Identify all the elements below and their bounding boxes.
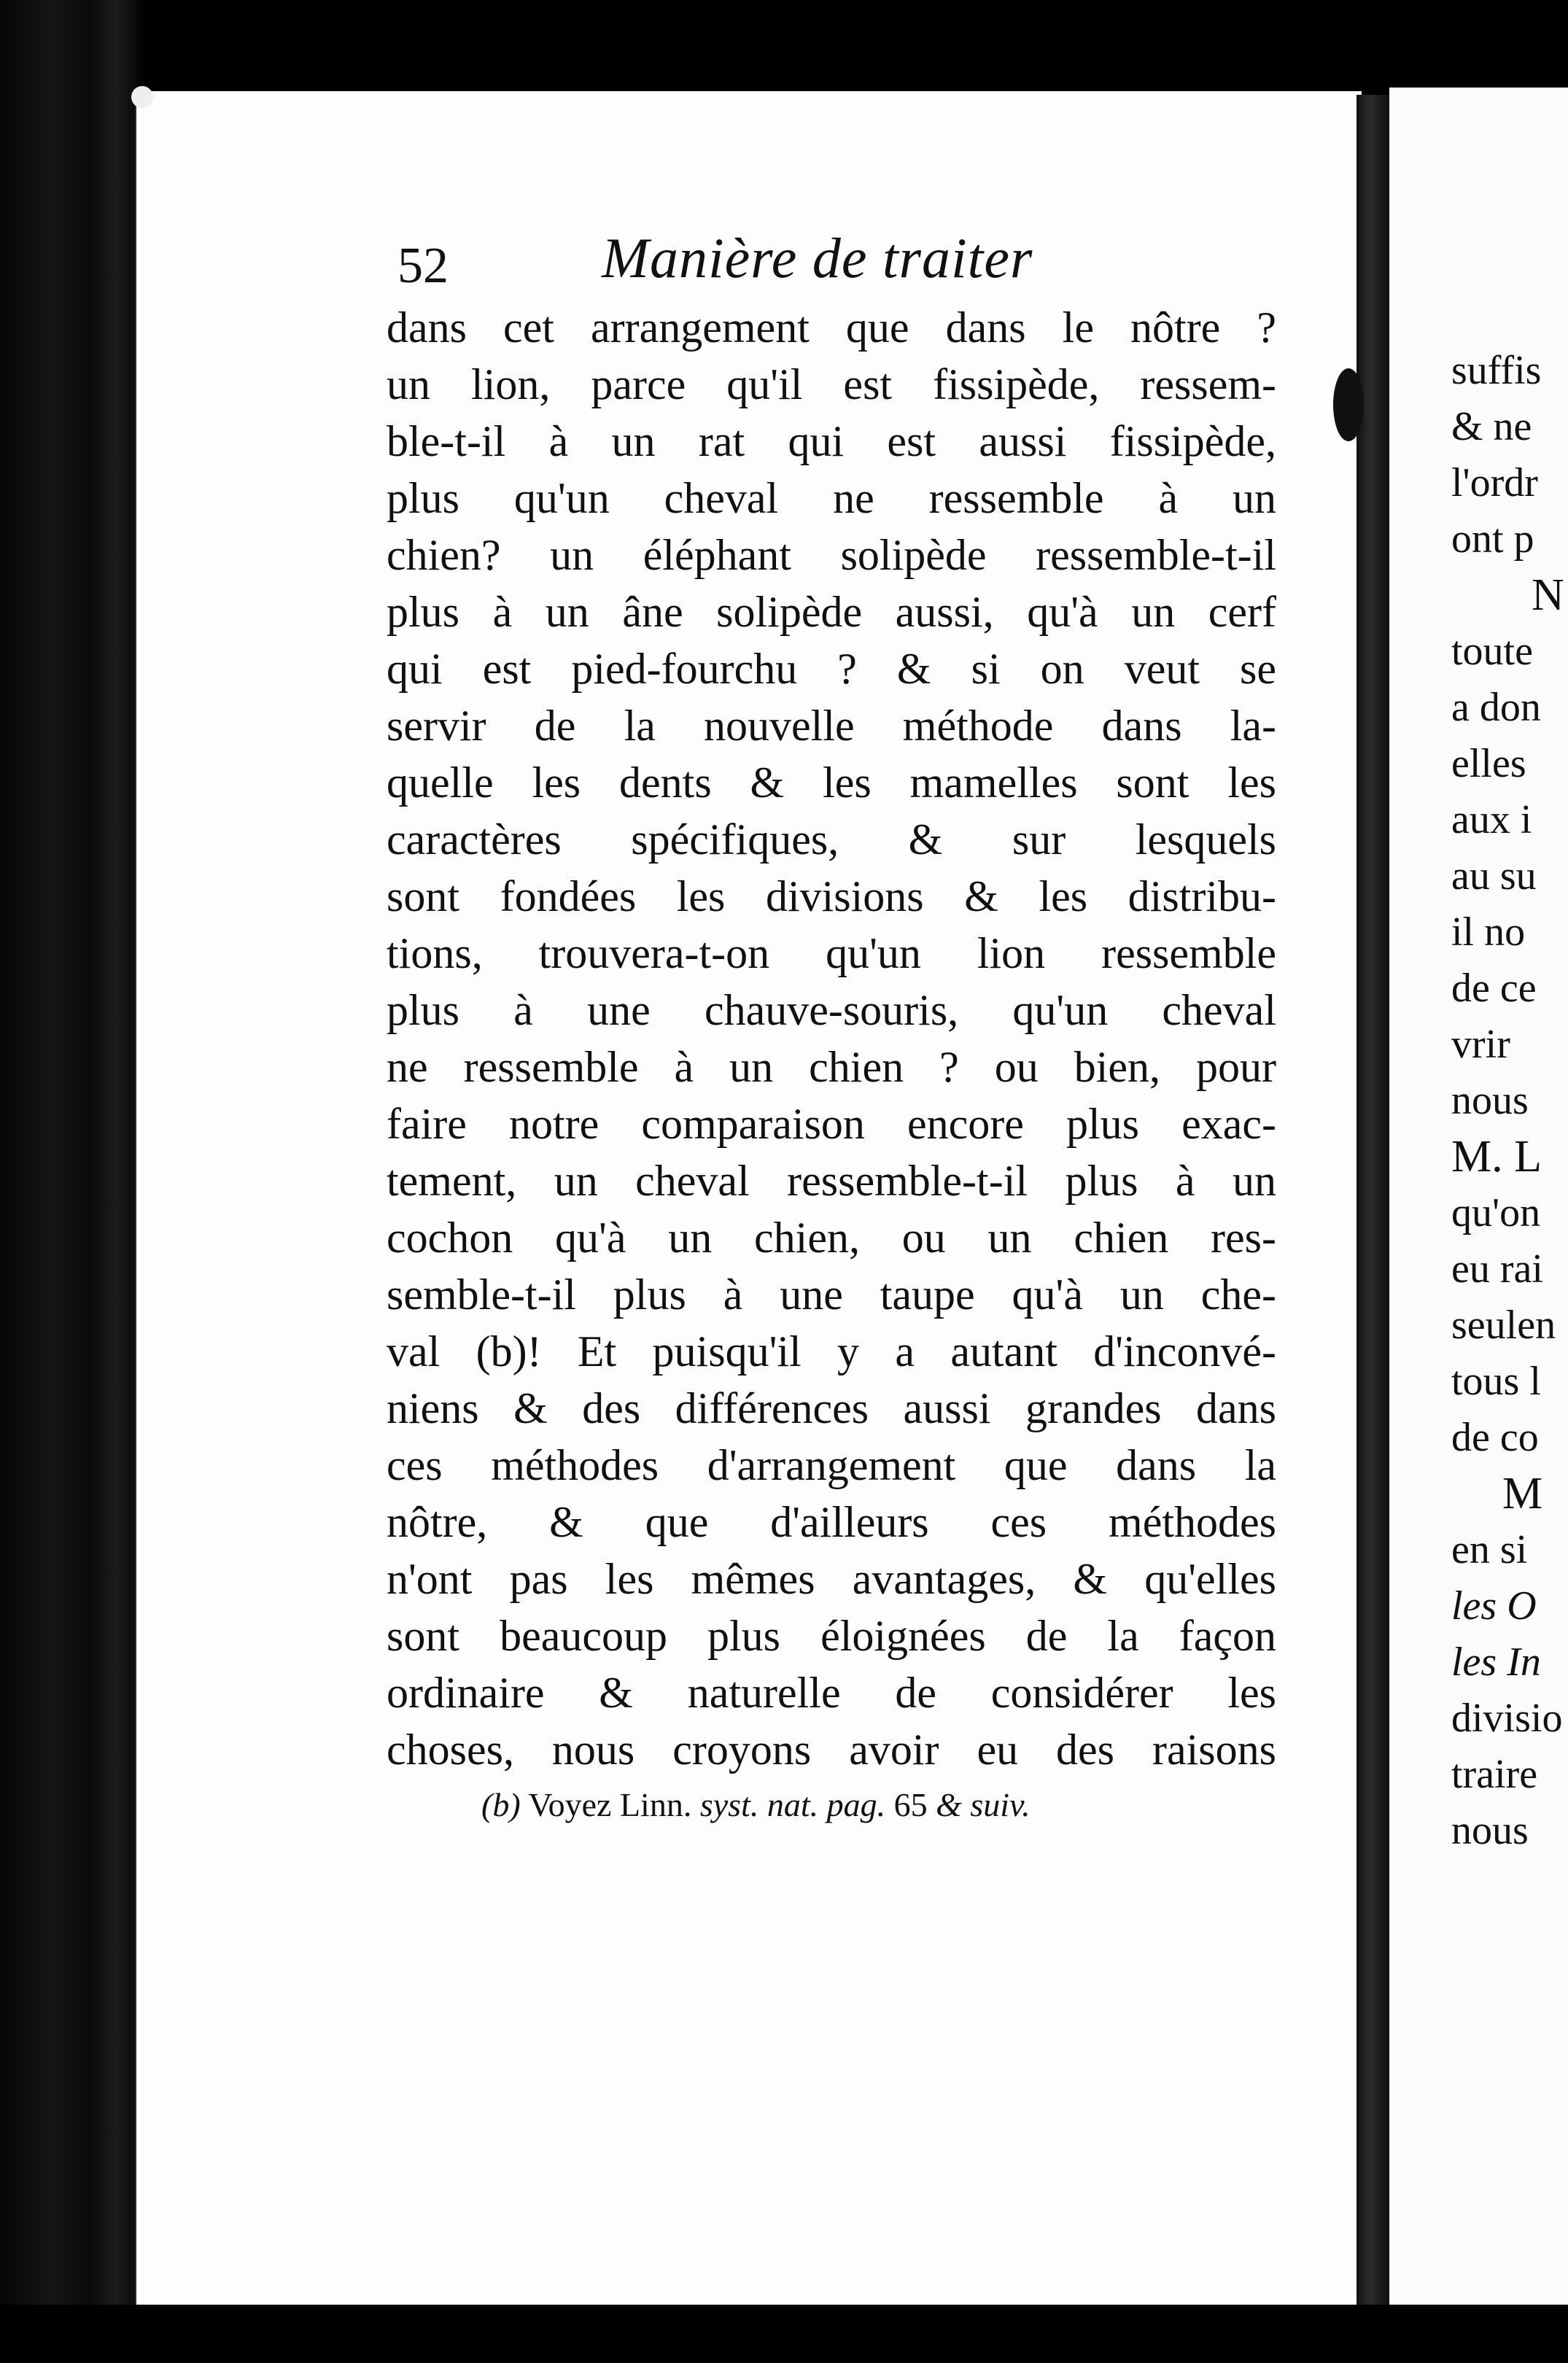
facing-line: les O: [1451, 1583, 1537, 1629]
facing-line: N: [1532, 570, 1564, 620]
book-binding: [0, 0, 146, 2363]
facing-line: aux i: [1451, 797, 1532, 842]
text-line: plus qu'un cheval ne ressemble à un: [387, 474, 1276, 522]
text-line: caractères spécifiques, & sur lesquels: [387, 815, 1276, 864]
text-line: un lion, parce qu'il est fissipède, ressem-: [387, 360, 1276, 408]
text-line: plus à un âne solipède aussi, qu'à un cerf: [387, 588, 1276, 636]
text-line: sont beaucoup plus éloignées de la façon: [387, 1612, 1276, 1660]
facing-line: il no: [1451, 909, 1526, 955]
page-number: 52: [397, 238, 449, 294]
facing-line: M: [1502, 1469, 1543, 1518]
text-line: sont fondées les divisions & les distribu-: [387, 872, 1276, 920]
page-corner: [131, 86, 153, 108]
text-line: cochon qu'à un chien, ou un chien res-: [387, 1214, 1276, 1262]
facing-line: les In: [1451, 1640, 1541, 1685]
footnote: [481, 1780, 1247, 1831]
facing-line: au su: [1451, 853, 1537, 899]
scan-bottom-edge: [0, 2305, 1568, 2363]
facing-line: l'ordr: [1451, 460, 1538, 505]
text-line: ble-t-il à un rat qui est aussi fissipède,: [387, 417, 1276, 465]
facing-line: de co: [1451, 1415, 1539, 1460]
facing-line: divisio: [1451, 1696, 1563, 1741]
text-line: ces méthodes d'arrangement que dans la: [387, 1441, 1276, 1489]
facing-line: tous l: [1451, 1359, 1541, 1404]
footnote-text: Voyez Linn.: [528, 1786, 692, 1823]
text-line: choses, nous croyons avoir eu des raisons: [387, 1726, 1276, 1774]
facing-line: suffis: [1451, 348, 1542, 393]
text-line: qui est pied-fourchu ? & si on veut se: [387, 645, 1276, 693]
ink-blot: [1333, 368, 1364, 441]
text-line: faire notre comparaison encore plus exac-: [387, 1100, 1276, 1148]
text-line: servir de la nouvelle méthode dans la-: [387, 702, 1276, 750]
text-line: semble-t-il plus à une taupe qu'à un che-: [387, 1270, 1276, 1319]
facing-line: nous: [1451, 1078, 1529, 1123]
footnote-marker: (b): [481, 1786, 521, 1823]
text-line: tions, trouvera-t-on qu'un lion ressemble: [387, 929, 1276, 977]
facing-line: en si: [1451, 1527, 1528, 1572]
facing-line: traire: [1451, 1752, 1538, 1797]
text-line: n'ont pas les mêmes avantages, & qu'elles: [387, 1555, 1276, 1603]
text-line: val (b)! Et puisqu'il y a autant d'inconvé-: [387, 1327, 1276, 1375]
body-text: [387, 299, 1276, 1778]
text-line: nôtre, & que d'ailleurs ces méthodes: [387, 1498, 1276, 1546]
footnote-suffix: & suiv.: [936, 1786, 1031, 1823]
facing-line: & ne: [1451, 404, 1532, 449]
facing-page-text: [1451, 343, 1568, 1859]
facing-line: seulen: [1451, 1303, 1556, 1348]
text-line: niens & des différences aussi grandes dans: [387, 1384, 1276, 1432]
text-line: plus à une chauve-souris, qu'un cheval: [387, 986, 1276, 1034]
running-title: Manière de traiter: [602, 226, 1033, 290]
footnote-reference: syst. nat. pag.: [699, 1786, 886, 1823]
text-line: quelle les dents & les mamelles sont les: [387, 758, 1276, 807]
facing-line: a don: [1451, 685, 1541, 730]
text-line: ne ressemble à un chien ? ou bien, pour: [387, 1043, 1276, 1091]
facing-line: vrir: [1451, 1022, 1510, 1067]
facing-line: de ce: [1451, 966, 1537, 1011]
text-line: dans cet arrangement que dans le nôtre ?: [387, 303, 1276, 352]
text-line: ordinaire & naturelle de considérer les: [387, 1669, 1276, 1717]
facing-line: elles: [1451, 741, 1526, 786]
text-line: tement, un cheval ressemble-t-il plus à un: [387, 1157, 1276, 1205]
facing-line: M. L: [1451, 1132, 1542, 1182]
facing-line: eu rai: [1451, 1246, 1543, 1292]
footnote-page: 65: [893, 1786, 928, 1823]
facing-line: qu'on: [1451, 1190, 1541, 1235]
facing-line: nous: [1451, 1808, 1529, 1853]
facing-line: ont p: [1451, 516, 1534, 562]
text-line: chien? un éléphant solipède ressemble-t-il: [387, 531, 1276, 579]
facing-line: toute: [1451, 629, 1533, 674]
book-gutter: [1357, 95, 1392, 2319]
page-header: [397, 212, 1273, 299]
